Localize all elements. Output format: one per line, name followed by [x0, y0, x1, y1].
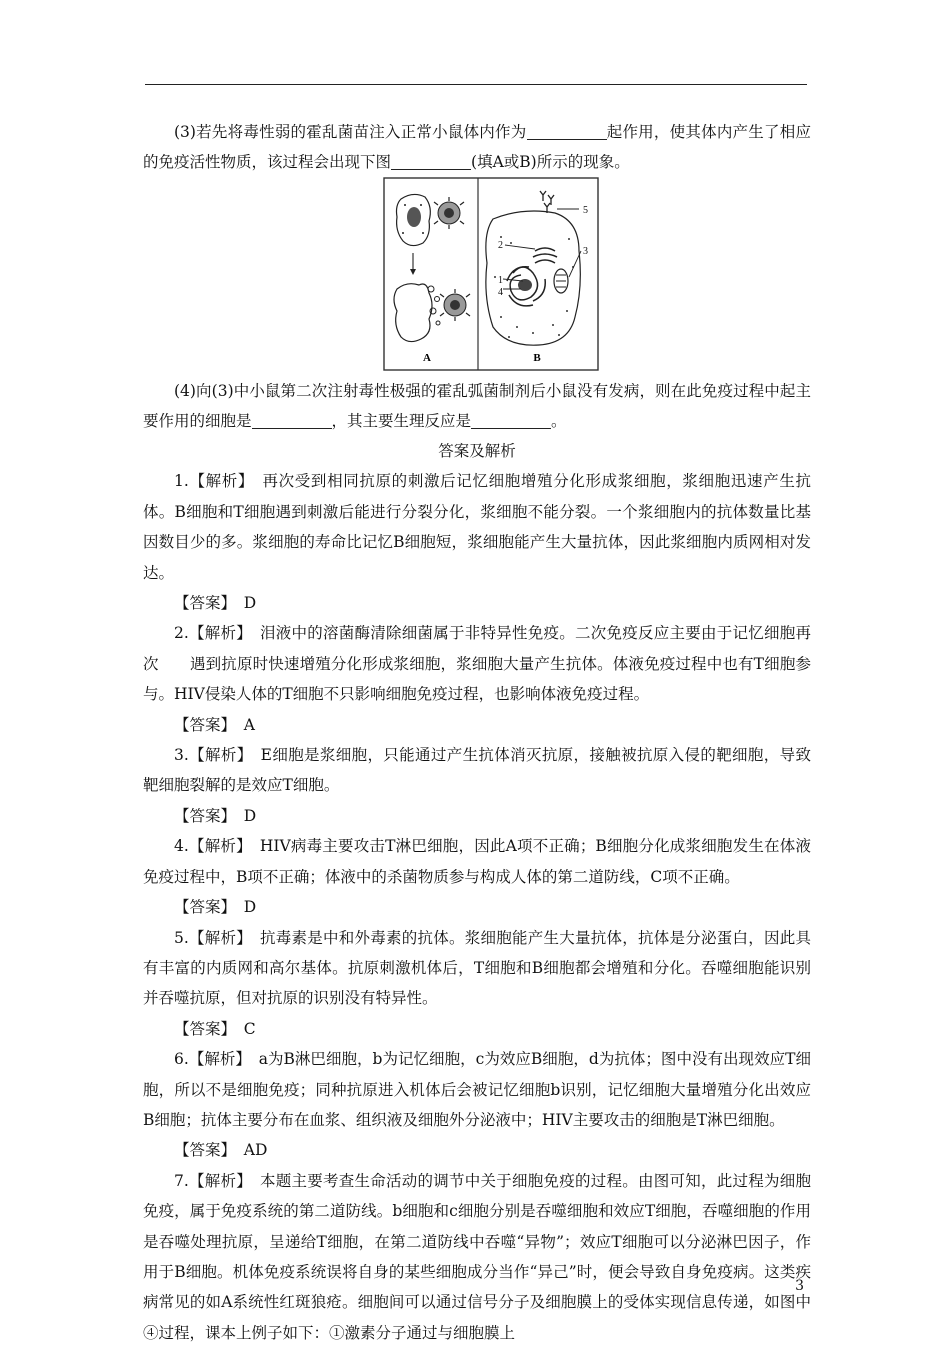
page-number: 3 — [795, 1278, 804, 1294]
answer-blank — [471, 410, 551, 429]
answer-blank — [527, 121, 607, 140]
q3-text-1: (3)若先将毒性弱的霍乱菌苗注入正常小鼠体内作为 — [174, 123, 527, 141]
analysis-1: 1.【解析】 再次受到相同抗原的刺激后记忆细胞增殖分化形成浆细胞，浆细胞迅速产生抗体。B细胞和T细胞遇到刺激后能进行分裂分化，浆细胞不能分裂。一个浆细胞内的抗体数量比基因数目少的多。浆细胞的寿命比记忆B细胞短，浆细胞能产生大量抗体，因此浆细胞内质网相对发达。 — [143, 472, 811, 582]
analysis-3: 3.【解析】 E细胞是浆细胞，只能通过产生抗体消灭抗原，接触被抗原入侵的靶细胞，导致靶细胞裂解的是效应T细胞。 — [143, 746, 811, 795]
panel-a-label: A — [423, 352, 431, 364]
analysis-7: 7.【解析】 本题主要考查生命活动的调节中关于细胞免疫的过程。由图可知，此过程为细胞免疫，属于免疫系统的第二道防线。b细胞和c细胞分别是吞噬细胞和效应T细胞，吞噬细胞的作用是吞噬处理抗原，呈递给T细胞，在第二道防线中吞噬“异物”；效应T细胞可以分泌淋巴因子，作用于B细胞。机体免疫系统误将自身的某些细胞成分当作“异己”时，便会导致自身免疫病。这类疾病常见的如A系统性红斑狼疮。细胞间可以通过信号分子及细胞膜上的受体实现信息传递，如图中④过程，课本上例子如下：①激素分子通过与细胞膜上 — [143, 1171, 811, 1342]
callout-5: 5 — [583, 205, 588, 216]
answer-2: 【答案】 A — [174, 715, 255, 734]
analysis-4: 4.【解析】 HIV病毒主要攻击T淋巴细胞，因此A项不正确；B细胞分化成浆细胞发生在体液免疫过程中，B项不正确；体液中的杀菌物质参与构成人体的第二道防线，C项不正确。 — [143, 837, 811, 886]
analysis-5: 5.【解析】 抗毒素是中和外毒素的抗体。浆细胞能产生大量抗体，抗体是分泌蛋白，因此具有丰富的内质网和高尔基体。抗原刺激机体后，T细胞和B细胞都会增殖和分化。吞噬细胞能识别并吞噬抗原，但对抗原的识别没有特异性。 — [143, 928, 811, 1008]
question-3 — [143, 117, 811, 178]
answers-heading: 答案及解析 — [438, 442, 516, 460]
q3-text-2: 起作用，使其体内产生了相应的免疫活性物质，该过程会出现下图 — [143, 123, 811, 172]
q3-text-3: (填A或B)所示的现象。 — [471, 153, 630, 172]
callout-3: 3 — [583, 246, 588, 257]
answer-blank — [391, 151, 471, 170]
answer-blank — [252, 410, 332, 429]
answer-3: 【答案】 D — [174, 806, 257, 825]
header-rule — [145, 84, 807, 85]
q4-text-3: 。 — [551, 412, 567, 431]
analysis-2: 2.【解析】 泪液中的溶菌酶清除细菌属于非特异性免疫。二次免疫反应主要由于记忆细胞再次 遇到抗原时快速增殖分化形成浆细胞，浆细胞大量产生抗体。体液免疫过程中也有T细胞参与。HIV侵染人体的T细胞不只影响细胞免疫过程，也影响体液免疫过程。 — [143, 624, 811, 704]
answer-1: 【答案】 D — [174, 594, 257, 613]
answer-6: 【答案】 AD — [174, 1141, 268, 1160]
callout-4: 4 — [498, 287, 503, 298]
analysis-6: 6.【解析】 a为B淋巴细胞，b为记忆细胞，c为效应B细胞，d为抗体；图中没有出现效应T细胞，所以不是细胞免疫；同种抗原进入机体后会被记忆细胞b识别，记忆细胞大量增殖分化出效应B细胞；抗体主要分布在血浆、组织液及细胞外分泌液中；HIV主要攻击的细胞是T淋巴细胞。 — [143, 1050, 811, 1129]
callout-2: 2 — [498, 240, 503, 251]
q4-text-1: (4)向(3)中小鼠第二次注射毒性极强的霍乱弧菌制剂后小鼠没有发病，则在此免疫过程中起主要作用的细胞是 — [143, 382, 811, 431]
q4-text-2: ，其主要生理反应是 — [331, 412, 472, 431]
question-4 — [143, 376, 811, 437]
answers-section — [143, 436, 811, 1348]
answer-4: 【答案】 D — [174, 898, 257, 917]
answer-5: 【答案】 C — [174, 1019, 256, 1038]
panel-b-label: B — [533, 352, 541, 364]
callout-1: 1 — [498, 275, 503, 286]
immune-cell-figure — [383, 177, 599, 371]
